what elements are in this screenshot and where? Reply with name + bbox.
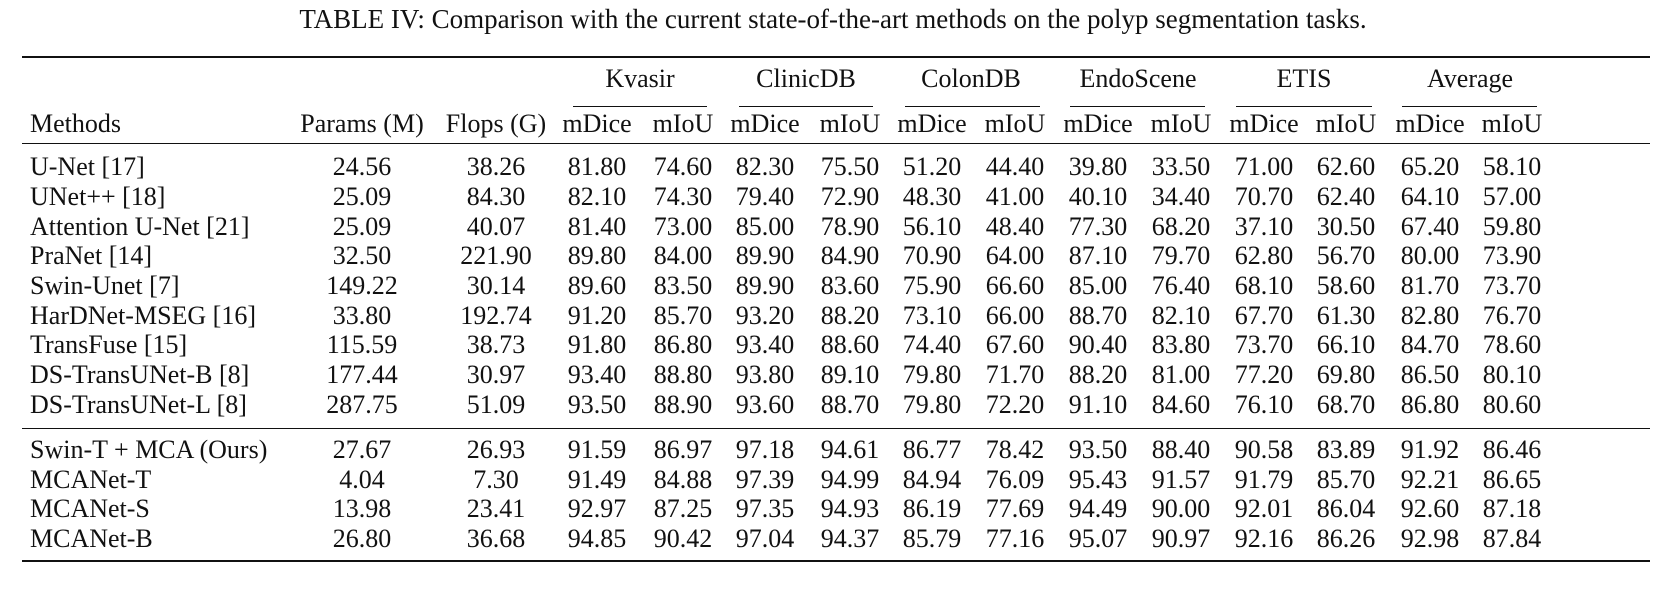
metric-value: 79.80 [902, 360, 962, 389]
column-group-underline [1236, 106, 1372, 107]
metric-value: 85.00 [1068, 271, 1128, 300]
column-header-metric: mIoU [652, 109, 714, 138]
column-header-methods: Methods [30, 109, 121, 138]
params-value: 4.04 [339, 465, 385, 494]
metric-value: 94.49 [1068, 494, 1128, 523]
method-name: MCANet-B [30, 524, 153, 553]
metric-value: 92.16 [1234, 524, 1294, 553]
metric-value: 74.40 [902, 330, 962, 359]
metric-value: 88.70 [1068, 301, 1128, 330]
method-name: MCANet-T [30, 465, 152, 494]
metric-value: 97.35 [735, 494, 795, 523]
metric-value: 77.69 [985, 494, 1045, 523]
metric-value: 88.60 [820, 330, 880, 359]
metric-value: 84.94 [902, 465, 962, 494]
metric-value: 84.88 [653, 465, 713, 494]
column-group-header: EndoScene [1079, 64, 1197, 93]
metric-value: 72.20 [985, 390, 1045, 419]
metric-value: 93.40 [735, 330, 795, 359]
column-header-metric: mDice [1063, 109, 1133, 138]
metric-value: 86.97 [653, 435, 713, 464]
bottom-rule [22, 560, 1650, 562]
flops-value: 36.68 [466, 524, 526, 553]
metric-value: 80.00 [1400, 241, 1460, 270]
params-value: 27.67 [332, 435, 392, 464]
metric-value: 73.90 [1482, 241, 1542, 270]
metric-value: 83.89 [1316, 435, 1376, 464]
metric-value: 89.80 [567, 241, 627, 270]
metric-value: 97.39 [735, 465, 795, 494]
metric-value: 80.10 [1482, 360, 1542, 389]
metric-value: 78.60 [1482, 330, 1542, 359]
metric-value: 79.70 [1151, 241, 1211, 270]
method-name: Attention U-Net [21] [30, 212, 250, 241]
metric-value: 64.00 [985, 241, 1045, 270]
metric-value: 91.49 [567, 465, 627, 494]
column-group-header: ColonDB [921, 64, 1021, 93]
method-name: DS-TransUNet-L [8] [30, 390, 247, 419]
metric-value: 30.50 [1316, 212, 1376, 241]
metric-value: 88.90 [653, 390, 713, 419]
params-value: 32.50 [332, 241, 392, 270]
metric-value: 90.00 [1151, 494, 1211, 523]
metric-value: 97.18 [735, 435, 795, 464]
method-name: DS-TransUNet-B [8] [30, 360, 250, 389]
metric-value: 86.19 [902, 494, 962, 523]
flops-value: 40.07 [466, 212, 526, 241]
flops-value: 84.30 [466, 182, 526, 211]
flops-value: 51.09 [466, 390, 526, 419]
metric-value: 82.80 [1400, 301, 1460, 330]
metric-value: 89.60 [567, 271, 627, 300]
metric-value: 81.40 [567, 212, 627, 241]
metric-value: 67.70 [1234, 301, 1294, 330]
metric-value: 91.80 [567, 330, 627, 359]
metric-value: 68.10 [1234, 271, 1294, 300]
metric-value: 61.30 [1316, 301, 1376, 330]
metric-value: 56.10 [902, 212, 962, 241]
metric-value: 73.70 [1482, 271, 1542, 300]
metric-value: 86.50 [1400, 360, 1460, 389]
group-separator-rule [22, 428, 1650, 429]
top-rule [22, 56, 1650, 58]
metric-value: 62.80 [1234, 241, 1294, 270]
metric-value: 88.70 [820, 390, 880, 419]
column-group-underline [1402, 106, 1537, 107]
column-group-underline [905, 106, 1040, 107]
metric-value: 94.85 [567, 524, 627, 553]
metric-value: 77.16 [985, 524, 1045, 553]
metric-value: 94.93 [820, 494, 880, 523]
flops-value: 26.93 [466, 435, 526, 464]
metric-value: 74.60 [653, 152, 713, 181]
metric-value: 85.00 [735, 212, 795, 241]
metric-value: 85.79 [902, 524, 962, 553]
metric-value: 91.59 [567, 435, 627, 464]
flops-value: 38.73 [466, 330, 526, 359]
metric-value: 94.99 [820, 465, 880, 494]
metric-value: 87.18 [1482, 494, 1542, 523]
metric-value: 71.00 [1234, 152, 1294, 181]
metric-value: 83.60 [820, 271, 880, 300]
metric-value: 92.60 [1400, 494, 1460, 523]
metric-value: 88.40 [1151, 435, 1211, 464]
metric-value: 85.70 [1316, 465, 1376, 494]
metric-value: 93.40 [567, 360, 627, 389]
metric-value: 79.80 [902, 390, 962, 419]
metric-value: 93.50 [1068, 435, 1128, 464]
metric-value: 82.10 [1151, 301, 1211, 330]
column-header-metric: mIoU [1481, 109, 1543, 138]
column-header-params: Params (M) [300, 109, 424, 138]
metric-value: 93.50 [567, 390, 627, 419]
column-group-underline [573, 106, 707, 107]
params-value: 33.80 [332, 301, 392, 330]
metric-value: 37.10 [1234, 212, 1294, 241]
metric-value: 94.61 [820, 435, 880, 464]
metric-value: 83.80 [1151, 330, 1211, 359]
metric-value: 62.40 [1316, 182, 1376, 211]
metric-value: 92.01 [1234, 494, 1294, 523]
metric-value: 91.92 [1400, 435, 1460, 464]
metric-value: 81.00 [1151, 360, 1211, 389]
column-header-metric: mDice [562, 109, 632, 138]
metric-value: 81.80 [567, 152, 627, 181]
metric-value: 76.09 [985, 465, 1045, 494]
metric-value: 86.26 [1316, 524, 1376, 553]
metric-value: 73.00 [653, 212, 713, 241]
metric-value: 67.40 [1400, 212, 1460, 241]
flops-value: 23.41 [466, 494, 526, 523]
column-group-header: ETIS [1276, 64, 1332, 93]
metric-value: 56.70 [1316, 241, 1376, 270]
metric-value: 48.30 [902, 182, 962, 211]
metric-value: 89.90 [735, 241, 795, 270]
params-value: 13.98 [332, 494, 392, 523]
metric-value: 74.30 [653, 182, 713, 211]
metric-value: 58.10 [1482, 152, 1542, 181]
flops-value: 221.90 [460, 241, 532, 270]
metric-value: 95.07 [1068, 524, 1128, 553]
metric-value: 57.00 [1482, 182, 1542, 211]
metric-value: 59.80 [1482, 212, 1542, 241]
params-value: 115.59 [326, 330, 398, 359]
metric-value: 86.46 [1482, 435, 1542, 464]
metric-value: 75.50 [820, 152, 880, 181]
method-name: UNet++ [18] [30, 182, 166, 211]
metric-value: 91.20 [567, 301, 627, 330]
metric-value: 51.20 [902, 152, 962, 181]
metric-value: 66.60 [985, 271, 1045, 300]
metric-value: 66.00 [985, 301, 1045, 330]
column-header-metric: mDice [897, 109, 967, 138]
metric-value: 89.10 [820, 360, 880, 389]
flops-value: 30.14 [466, 271, 526, 300]
metric-value: 40.10 [1068, 182, 1128, 211]
params-value: 287.75 [326, 390, 398, 419]
column-header-metric: mDice [1229, 109, 1299, 138]
metric-value: 77.30 [1068, 212, 1128, 241]
metric-value: 86.04 [1316, 494, 1376, 523]
metric-value: 90.40 [1068, 330, 1128, 359]
flops-value: 38.26 [466, 152, 526, 181]
metric-value: 84.70 [1400, 330, 1460, 359]
metric-value: 67.60 [985, 330, 1045, 359]
metric-value: 81.70 [1400, 271, 1460, 300]
metric-value: 72.90 [820, 182, 880, 211]
params-value: 25.09 [332, 212, 392, 241]
metric-value: 88.80 [653, 360, 713, 389]
metric-value: 44.40 [985, 152, 1045, 181]
column-header-metric: mIoU [984, 109, 1046, 138]
column-group-header: ClinicDB [756, 64, 856, 93]
metric-value: 88.20 [1068, 360, 1128, 389]
metric-value: 84.90 [820, 241, 880, 270]
params-value: 24.56 [332, 152, 392, 181]
params-value: 149.22 [326, 271, 398, 300]
params-value: 177.44 [326, 360, 398, 389]
metric-value: 91.57 [1151, 465, 1211, 494]
metric-value: 83.50 [653, 271, 713, 300]
metric-value: 80.60 [1482, 390, 1542, 419]
method-name: MCANet-S [30, 494, 150, 523]
metric-value: 76.70 [1482, 301, 1542, 330]
metric-value: 91.10 [1068, 390, 1128, 419]
column-group-underline [739, 106, 873, 107]
metric-value: 41.00 [985, 182, 1045, 211]
metric-value: 73.10 [902, 301, 962, 330]
method-name: TransFuse [15] [30, 330, 188, 359]
metric-value: 93.80 [735, 360, 795, 389]
column-group-header: Kvasir [605, 64, 675, 93]
metric-value: 78.42 [985, 435, 1045, 464]
metric-value: 70.90 [902, 241, 962, 270]
metric-value: 84.00 [653, 241, 713, 270]
metric-value: 84.60 [1151, 390, 1211, 419]
column-header-metric: mDice [1395, 109, 1465, 138]
metric-value: 85.70 [653, 301, 713, 330]
metric-value: 87.84 [1482, 524, 1542, 553]
method-name: U-Net [17] [30, 152, 145, 181]
table-caption: TABLE IV: Comparison with the current state-of-the-art methods on the polyp segmentation tasks. [299, 4, 1367, 34]
metric-value: 88.20 [820, 301, 880, 330]
metric-value: 75.90 [902, 271, 962, 300]
metric-value: 76.10 [1234, 390, 1294, 419]
column-header-metric: mIoU [819, 109, 881, 138]
metric-value: 94.37 [820, 524, 880, 553]
metric-value: 34.40 [1151, 182, 1211, 211]
metric-value: 77.20 [1234, 360, 1294, 389]
column-group-underline [1070, 106, 1205, 107]
metric-value: 87.25 [653, 494, 713, 523]
column-header-metric: mDice [730, 109, 800, 138]
metric-value: 92.98 [1400, 524, 1460, 553]
metric-value: 39.80 [1068, 152, 1128, 181]
metric-value: 76.40 [1151, 271, 1211, 300]
metric-value: 86.80 [653, 330, 713, 359]
metric-value: 90.42 [653, 524, 713, 553]
method-name: Swin-T + MCA (Ours) [30, 435, 268, 464]
flops-value: 7.30 [473, 465, 519, 494]
header-rule [22, 143, 1650, 144]
metric-value: 66.10 [1316, 330, 1376, 359]
metric-value: 86.77 [902, 435, 962, 464]
metric-value: 97.04 [735, 524, 795, 553]
metric-value: 78.90 [820, 212, 880, 241]
metric-value: 89.90 [735, 271, 795, 300]
metric-value: 82.10 [567, 182, 627, 211]
metric-value: 95.43 [1068, 465, 1128, 494]
metric-value: 33.50 [1151, 152, 1211, 181]
metric-value: 62.60 [1316, 152, 1376, 181]
metric-value: 70.70 [1234, 182, 1294, 211]
metric-value: 92.21 [1400, 465, 1460, 494]
metric-value: 69.80 [1316, 360, 1376, 389]
metric-value: 64.10 [1400, 182, 1460, 211]
metric-value: 82.30 [735, 152, 795, 181]
method-name: HarDNet-MSEG [16] [30, 301, 257, 330]
metric-value: 91.79 [1234, 465, 1294, 494]
column-header-flops: Flops (G) [445, 109, 547, 138]
metric-value: 86.65 [1482, 465, 1542, 494]
metric-value: 73.70 [1234, 330, 1294, 359]
metric-value: 90.97 [1151, 524, 1211, 553]
method-name: PraNet [14] [30, 241, 153, 270]
column-group-header: Average [1426, 64, 1514, 93]
metric-value: 48.40 [985, 212, 1045, 241]
metric-value: 93.60 [735, 390, 795, 419]
metric-value: 71.70 [985, 360, 1045, 389]
params-value: 25.09 [332, 182, 392, 211]
metric-value: 79.40 [735, 182, 795, 211]
method-name: Swin-Unet [7] [30, 271, 180, 300]
metric-value: 65.20 [1400, 152, 1460, 181]
params-value: 26.80 [332, 524, 392, 553]
column-header-metric: mIoU [1150, 109, 1212, 138]
metric-value: 58.60 [1316, 271, 1376, 300]
metric-value: 93.20 [735, 301, 795, 330]
flops-value: 192.74 [460, 301, 532, 330]
flops-value: 30.97 [466, 360, 526, 389]
metric-value: 86.80 [1400, 390, 1460, 419]
metric-value: 92.97 [567, 494, 627, 523]
metric-value: 90.58 [1234, 435, 1294, 464]
metric-value: 87.10 [1068, 241, 1128, 270]
metric-value: 68.70 [1316, 390, 1376, 419]
column-header-metric: mIoU [1315, 109, 1377, 138]
metric-value: 68.20 [1151, 212, 1211, 241]
